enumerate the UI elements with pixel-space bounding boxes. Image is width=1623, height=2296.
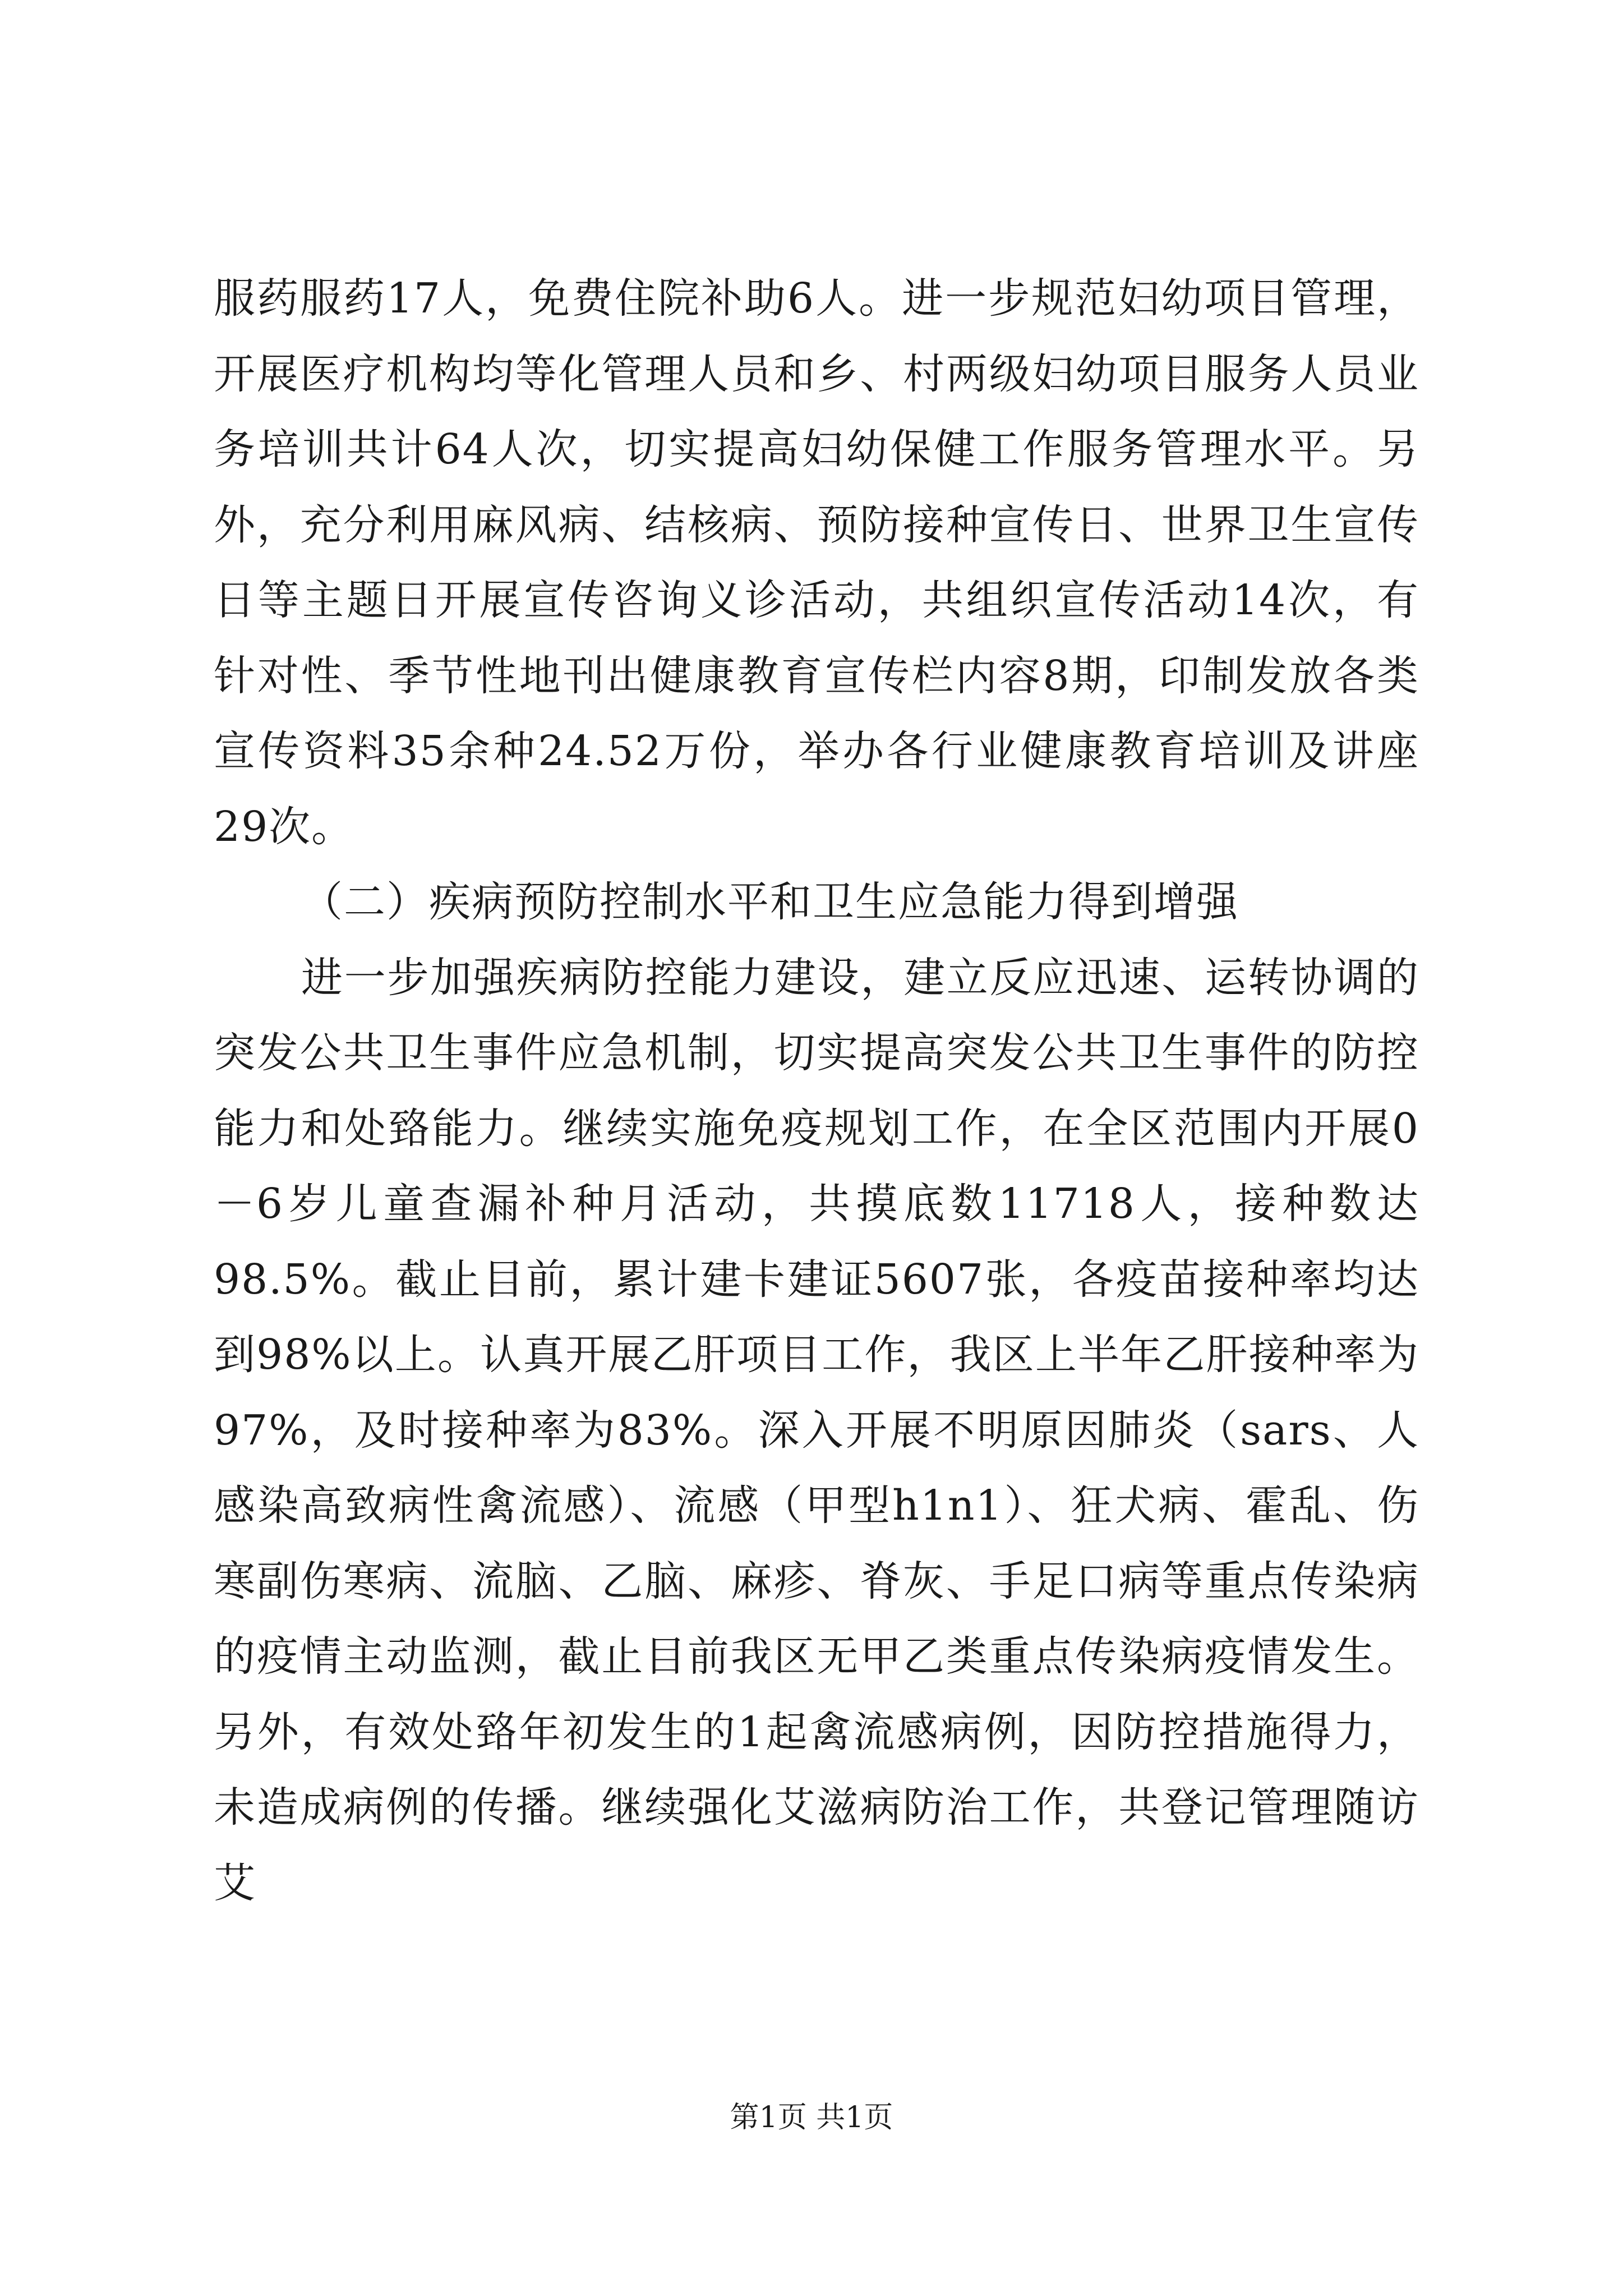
page-footer: 第1页 共1页 [730,2101,893,2134]
section-paragraph: 进一步加强疾病防控能力建设，建立反应迅速、运转协调的突发公共卫生事件应急机制，切实提高突发公共卫生事件的防控能力和处臵能力。继续实施免疫规划工作，在全区范围内开展0－6岁儿童查漏补种月活动，共摸底数11718人，接种数达98.5%。截止目前，累计建卡建证5607张，各疫苗接种率均达到98%以上。认真开展乙肝项目工作，我区上半年乙肝接种率为97%，及时接种率为83%。深入开展不明原因肺炎（sars、人感染高致病性禽流感）、流感（甲型h1n1）、狂犬病、霍乱、伤寒副伤寒病、流脑、乙脑、麻疹、脊灰、手足口病等重点传染病的疫情主动监测，截止目前我区无甲乙类重点传染病疫情发生。另外，有效处臵年初发生的1起禽流感病例，因防控措施得力，未造成病例的传播。继续强化艾滋病防治工作，共登记管理随访艾 [214,953,1419,1907]
document-body [214,261,1419,1921]
section-heading: （二）疾病预防控制水平和卫生应急能力得到增强 [301,878,1239,926]
continued-paragraph: 服药服药17人，免费住院补助6人。进一步规范妇幼项目管理，开展医疗机构均等化管理人员和乡、村两级妇幼项目服务人员业务培训共计64人次，切实提高妇幼保健工作服务管理水平。另外，充分利用麻风病、结核病、预防接种宣传日、世界卫生宣传日等主题日开展宣传咨询义诊活动，共组织宣传活动14次，有针对性、季节性地刊出健康教育宣传栏内容8期，印制发放各类宣传资料35余种24.52万份，举办各行业健康教育培训及讲座29次。 [214,274,1419,851]
